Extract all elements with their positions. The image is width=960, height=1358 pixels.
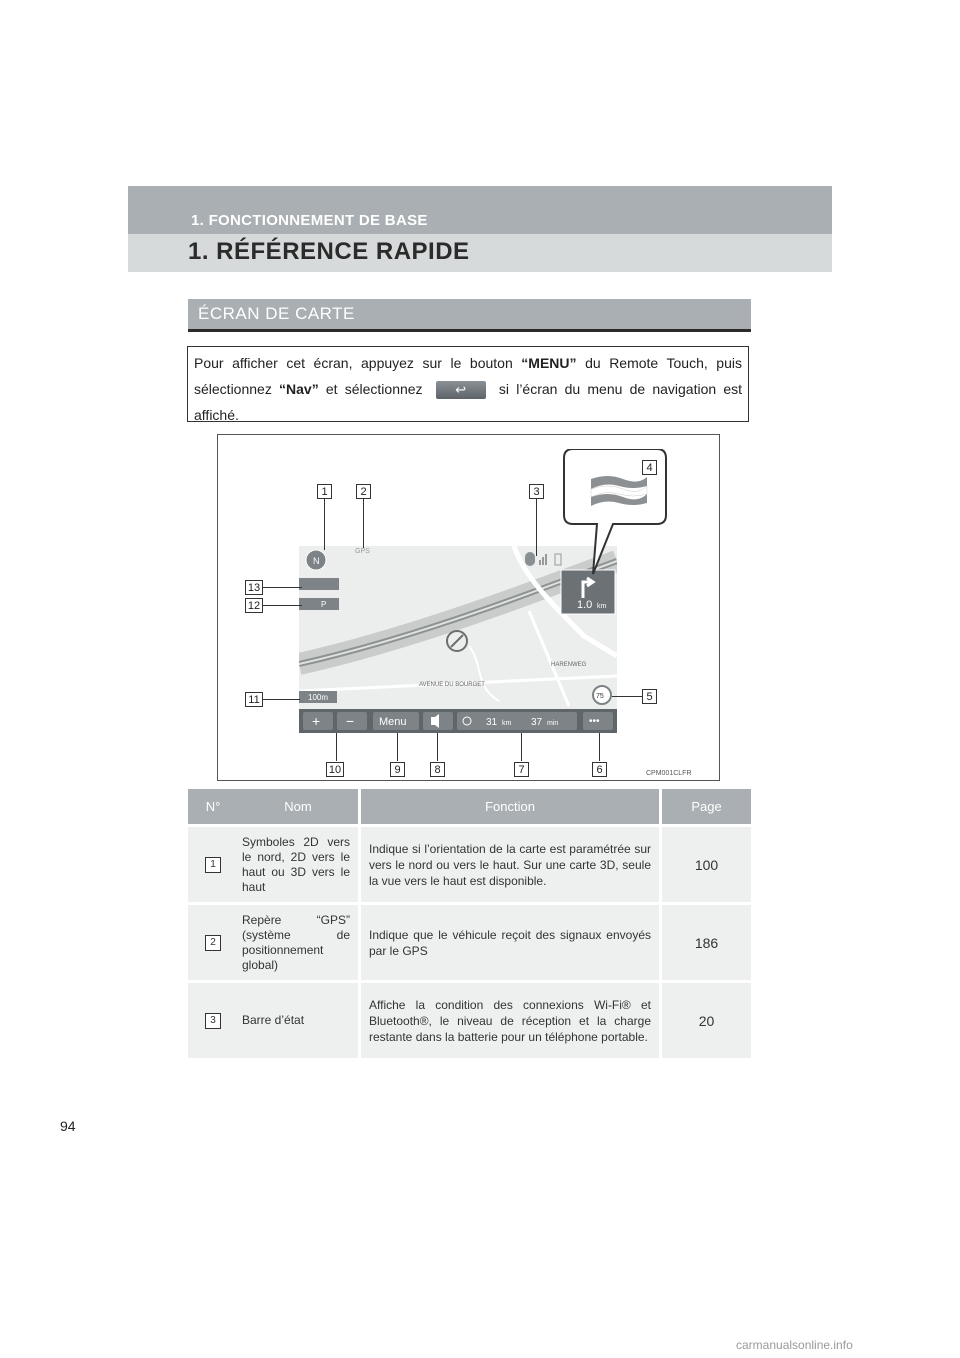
- route-info-bar[interactable]: [457, 712, 577, 730]
- bluetooth-icon: [525, 552, 535, 566]
- callout-6: 6: [592, 762, 607, 777]
- road-name-1: AVENUE DU BOURGET: [419, 682, 485, 688]
- svg-text:•••: •••: [589, 716, 600, 727]
- header-page: Page: [661, 789, 752, 826]
- callout-2: 2: [356, 484, 371, 499]
- row-number: 1: [205, 857, 221, 873]
- intro-nav-label: “Nav”: [279, 381, 319, 397]
- table-row: [188, 826, 751, 904]
- intro-text-3: et sélectionnez: [318, 381, 430, 397]
- parking-icon: [299, 598, 339, 610]
- watermark: carmanualsonline.info: [736, 1338, 853, 1352]
- svg-text:min: min: [547, 720, 559, 727]
- svg-text:km: km: [502, 720, 512, 727]
- section-title: ÉCRAN DE CARTE: [198, 304, 355, 323]
- svg-text:km: km: [597, 603, 607, 610]
- callout-8: 8: [430, 762, 445, 777]
- header-name: Nom: [238, 789, 360, 826]
- row-page: 186: [661, 904, 752, 982]
- svg-text:1.0: 1.0: [577, 599, 593, 611]
- row-function: Indique si l’orientation de la carte est paramétrée sur vers le nord ou vers le haut. Sur une carte 3D, seule la vue vers le haut est disponible.: [360, 826, 661, 904]
- svg-text:N: N: [313, 556, 320, 566]
- svg-text:P: P: [321, 600, 327, 609]
- row-name: Repère “GPS” (système de positionnement global): [238, 904, 360, 982]
- svg-text:75: 75: [596, 693, 604, 700]
- row-number: 2: [205, 935, 221, 951]
- intro-menu-label: “MENU”: [521, 355, 577, 371]
- page-number: 94: [60, 1118, 76, 1134]
- table-header-row: [188, 789, 751, 826]
- callout-1: 1: [317, 484, 332, 499]
- svg-text:31: 31: [486, 717, 498, 728]
- row-function: Indique que le véhicule reçoit des signaux envoyés par le GPS: [360, 904, 661, 982]
- row-page: 20: [661, 982, 752, 1059]
- table-row: [188, 982, 751, 1059]
- svg-text:−: −: [346, 713, 355, 729]
- route-guidance-icon: [299, 578, 339, 590]
- row-page: 100: [661, 826, 752, 904]
- row-name: Barre d’état: [238, 982, 360, 1059]
- callout-3: 3: [529, 484, 544, 499]
- callout-13: 13: [245, 580, 263, 595]
- row-function: Affiche la condition des connexions Wi-Fi® et Bluetooth®, le niveau de réception et la charge restante dans la batterie pour un téléphone portable.: [360, 982, 661, 1059]
- svg-text:37: 37: [531, 717, 543, 728]
- intro-text-4: si l’écran du menu de navigation est affiché.: [194, 381, 743, 423]
- gps-mark: GPS: [355, 548, 370, 555]
- callout-7: 7: [514, 762, 529, 777]
- header-no: N°: [188, 789, 238, 826]
- callout-12: 12: [245, 598, 263, 613]
- battery-icon: [555, 554, 561, 565]
- svg-text:+: +: [312, 713, 321, 729]
- page-title: 1. RÉFÉRENCE RAPIDE: [188, 238, 470, 265]
- chapter-label: 1. FONCTIONNEMENT DE BASE: [191, 212, 428, 229]
- table-row: [188, 904, 751, 982]
- callout-11: 11: [245, 692, 263, 707]
- intro-instructions: [187, 346, 749, 422]
- svg-text:Menu: Menu: [379, 716, 407, 728]
- intro-text-2: du Remote Touch, puis sélectionnez: [194, 355, 742, 397]
- row-name: Symboles 2D vers le nord, 2D vers le haut ou 3D vers le haut: [238, 826, 360, 904]
- intro-text-1: Pour afficher cet écran, appuyez sur le bouton: [194, 355, 522, 371]
- svg-text:100m: 100m: [308, 693, 329, 702]
- callout-5: 5: [642, 689, 657, 704]
- row-number: 3: [205, 1013, 221, 1029]
- callout-9: 9: [390, 762, 405, 777]
- reference-table: [188, 789, 751, 1058]
- header-function: Fonction: [360, 789, 661, 826]
- callout-10: 10: [326, 762, 344, 777]
- road-name-2: HARENWEG: [551, 662, 587, 668]
- back-arrow-icon: ↩: [436, 381, 486, 399]
- callout-4: 4: [642, 460, 657, 475]
- figure-code: CPM001CLFR: [646, 770, 692, 777]
